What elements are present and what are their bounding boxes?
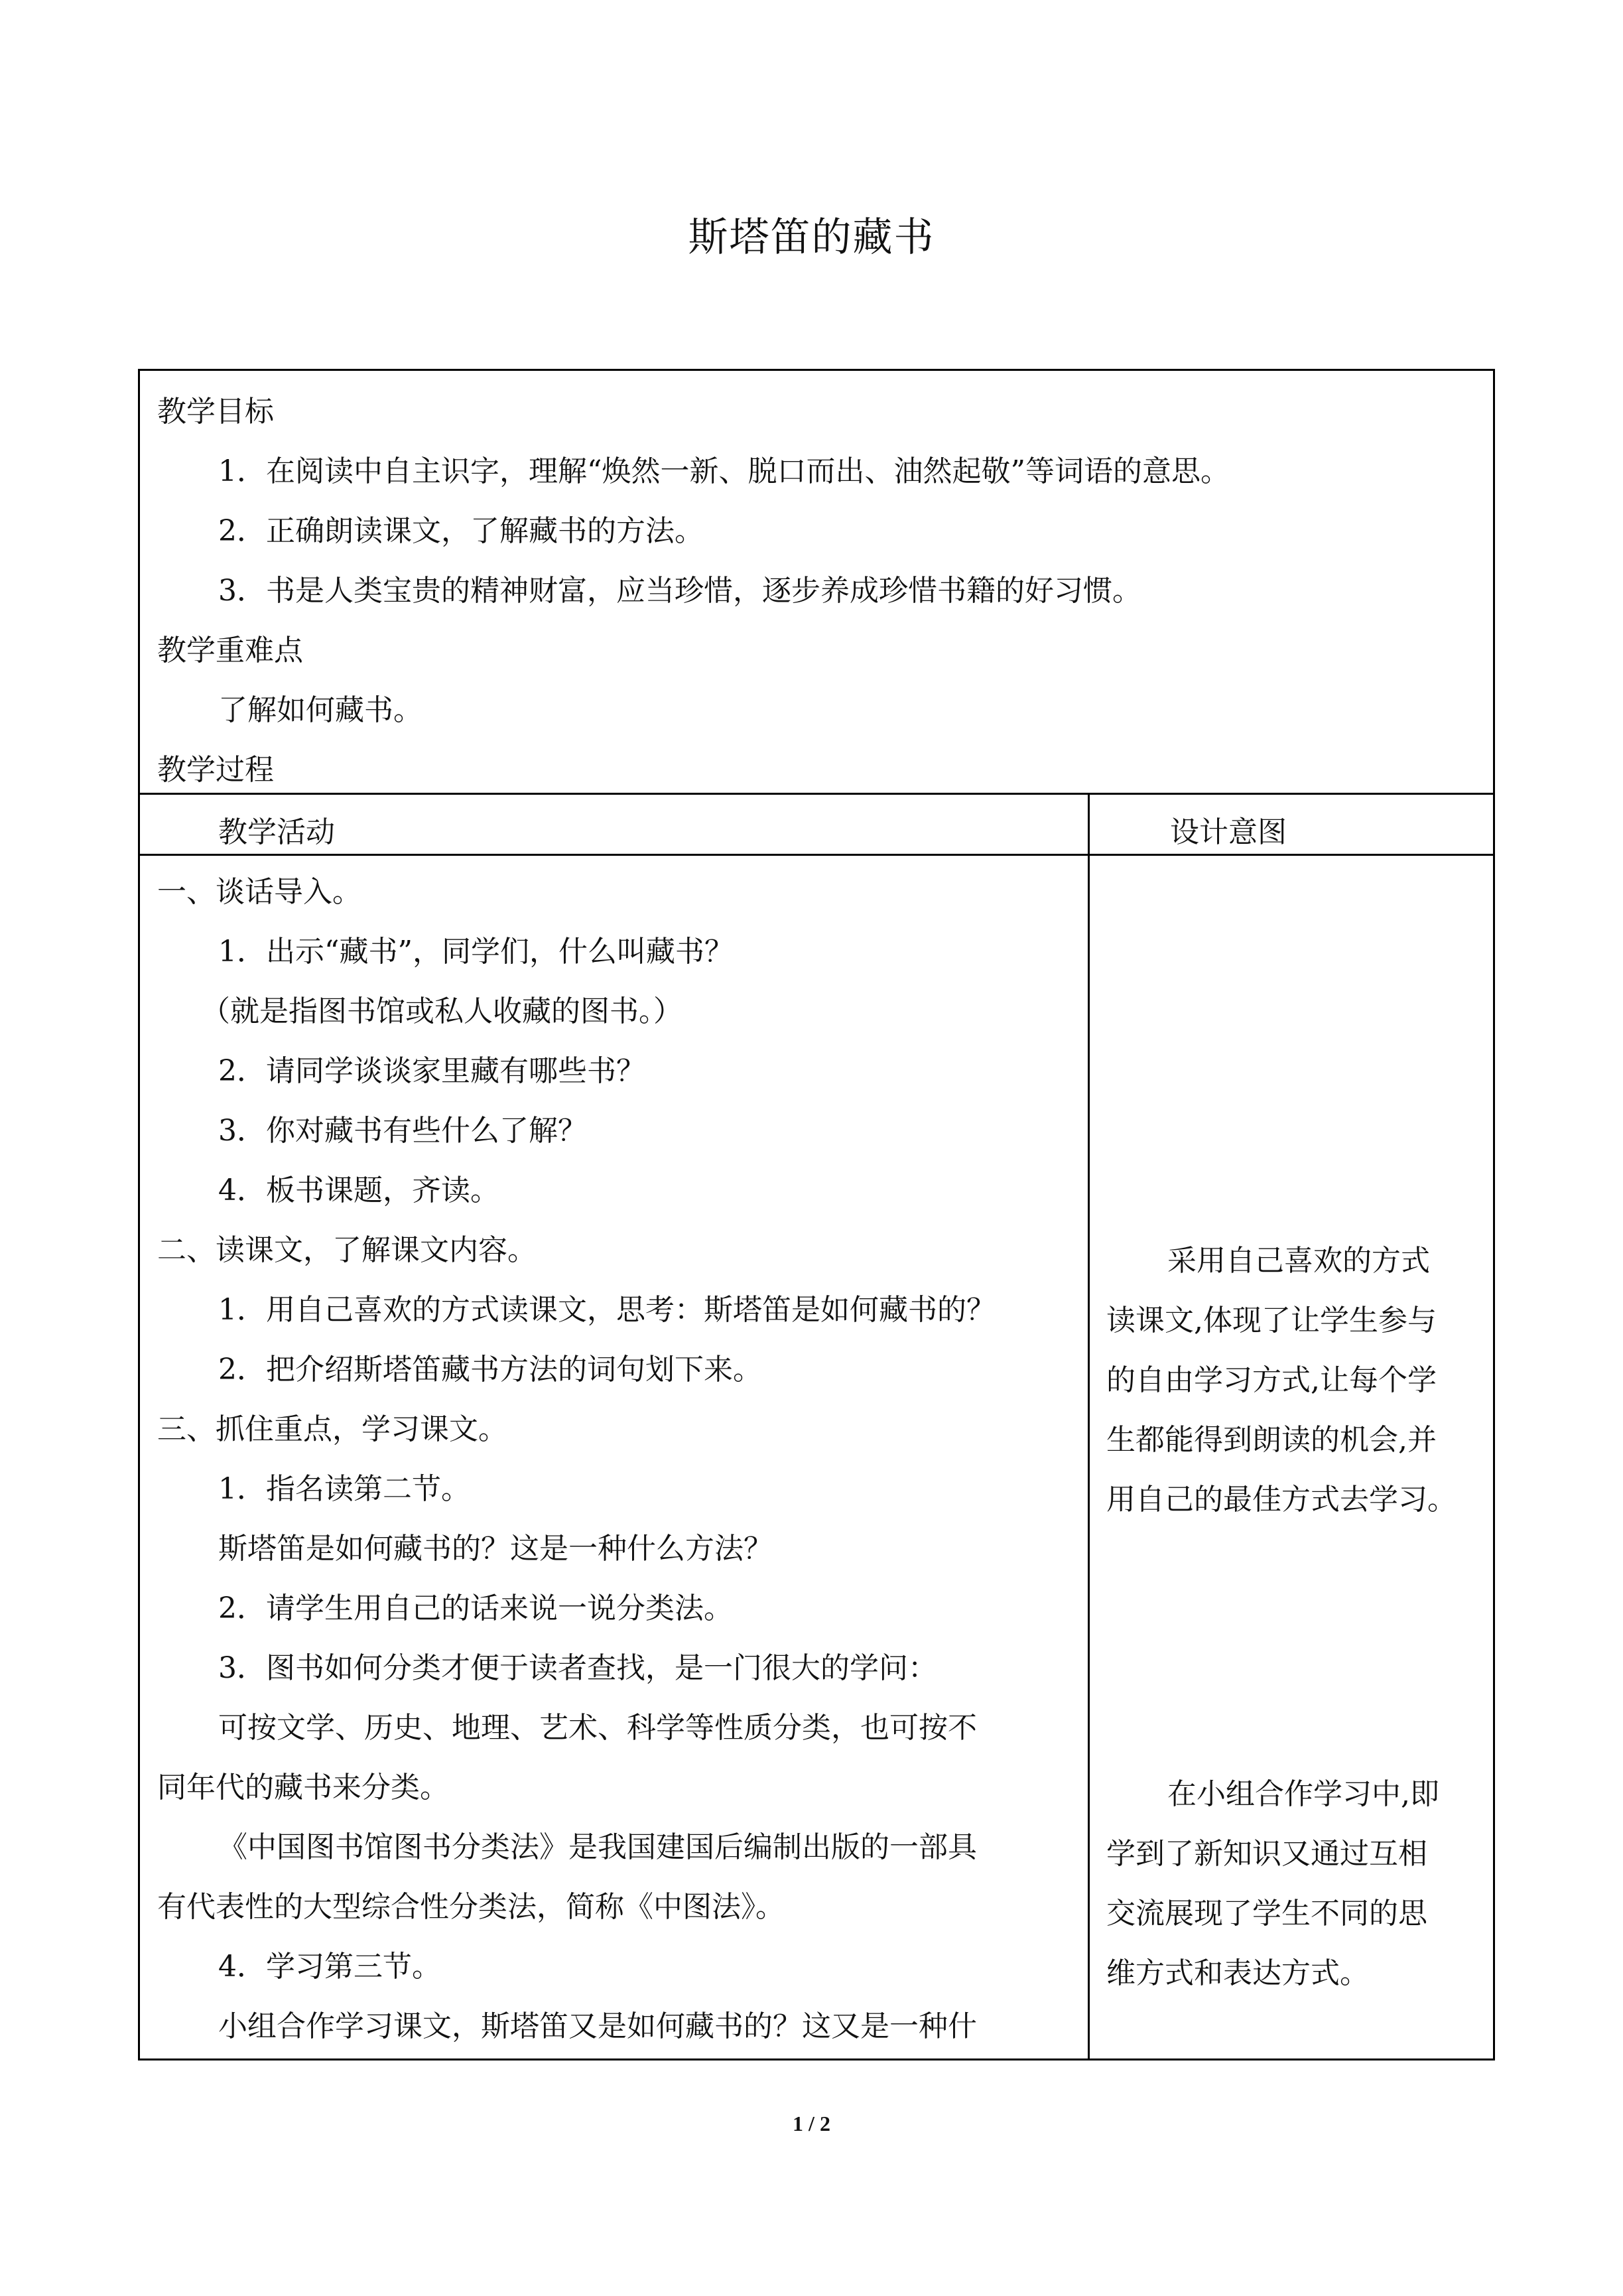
key-points-heading: 教学重难点 [157,634,303,667]
activity-line: 3．你对藏书有些什么了解？ [218,1114,587,1148]
objectives-heading: 教学目标 [157,395,274,429]
activity-line: 2．请同学谈谈家里藏有哪些书？ [218,1054,645,1088]
activity-line: 一、谈话导入。 [157,875,361,909]
activity-line: 2．把介绍斯塔笛藏书方法的词句划下来。 [218,1353,762,1386]
activity-line: 2．请学生用自己的话来说一说分类法。 [218,1591,733,1625]
activity-line: 斯塔笛是如何藏书的？这是一种什么方法？ [218,1532,773,1566]
lesson-plan-table [138,369,1495,2060]
activity-line: 可按文学、历史、地理、艺术、科学等性质分类，也可按不 [218,1711,977,1745]
activity-line: 二、读课文，了解课文内容。 [157,1233,537,1267]
activity-line: 1．出示“藏书”，同学们，什么叫藏书？ [218,935,734,969]
activity-line: （就是指图书馆或私人收藏的图书。） [201,994,682,1028]
activity-line: 三、抓住重点，学习课文。 [157,1412,507,1446]
objective-item: 2．正确朗读课文，了解藏书的方法。 [218,514,704,548]
divider [140,793,1493,795]
activity-line: 3．图书如何分类才便于读者查找，是一门很大的学问： [218,1651,937,1685]
page-title: 斯塔笛的藏书 [688,214,935,261]
intent-line: 用自己的最佳方式去学习。 [1106,1483,1457,1517]
column-header-intent: 设计意图 [1170,815,1287,849]
activity-line: 1．指名读第二节。 [218,1472,470,1506]
intent-line: 的自由学习方式,让每个学 [1106,1363,1437,1397]
objective-item: 1．在阅读中自主识字，理解“焕然一新、脱口而出、油然起敬”等词语的意思。 [218,454,1230,488]
divider [140,854,1493,856]
activity-line: 有代表性的大型综合性分类法，简称《中图法》。 [157,1890,785,1924]
column-header-activity: 教学活动 [218,815,335,849]
intent-line: 在小组合作学习中,即 [1167,1777,1439,1811]
process-heading: 教学过程 [157,753,274,787]
activity-line: 《中国图书馆图书分类法》是我国建国后编制出版的一部具 [218,1830,977,1864]
page-indicator: 1 / 2 [793,2112,830,2135]
intent-line: 采用自己喜欢的方式 [1167,1244,1430,1278]
activity-line: 小组合作学习课文，斯塔笛又是如何藏书的？这又是一种什 [218,2009,977,2043]
column-divider [1088,793,1090,2060]
intent-line: 生都能得到朗读的机会,并 [1106,1423,1437,1457]
intent-line: 读课文,体现了让学生参与 [1106,1304,1437,1337]
intent-line: 交流展现了学生不同的思 [1106,1897,1427,1930]
objective-item: 3．书是人类宝贵的精神财富，应当珍惜，逐步养成珍惜书籍的好习惯。 [218,574,1141,608]
activity-line: 同年代的藏书来分类。 [157,1771,449,1804]
activity-line: 1．用自己喜欢的方式读课文，思考：斯塔笛是如何藏书的？ [218,1293,996,1327]
key-points-text: 了解如何藏书。 [218,693,422,727]
intent-line: 学到了新知识又通过互相 [1106,1837,1427,1871]
intent-line: 维方式和表达方式。 [1106,1956,1369,1990]
activity-line: 4．学习第三节。 [218,1950,441,1984]
activity-line: 4．板书课题，齐读。 [218,1174,499,1207]
